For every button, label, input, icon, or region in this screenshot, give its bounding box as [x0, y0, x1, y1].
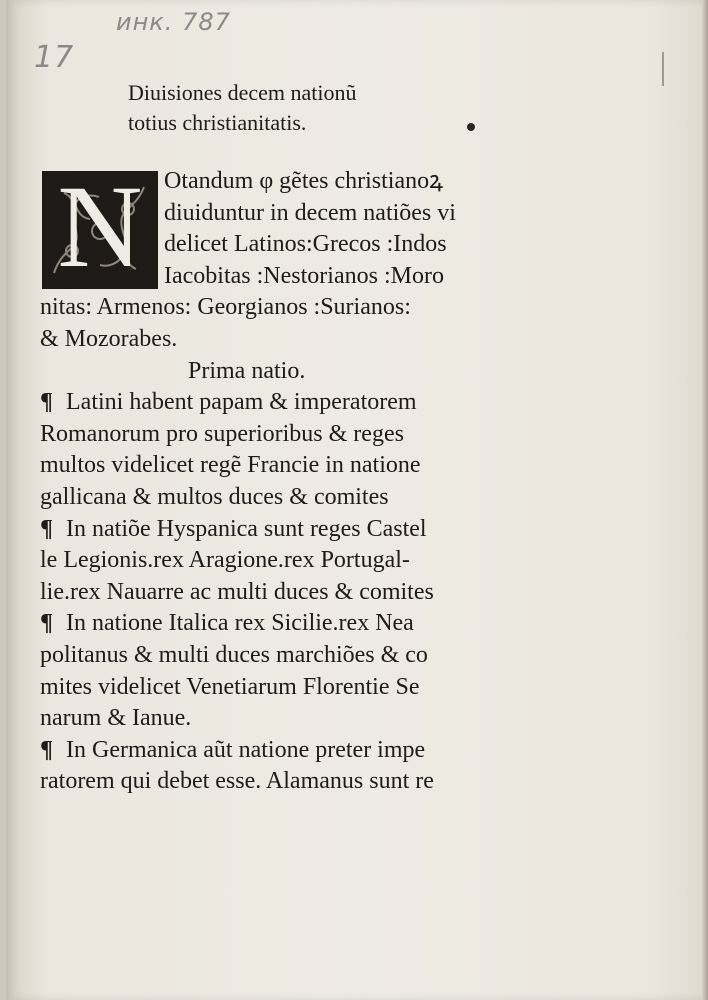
text-line: Romanorum pro superioribus & reges	[40, 420, 404, 447]
shelfmark-annotation: инк. 787	[116, 8, 231, 36]
text-line: lie.rex Nauarre ac multi duces & comites	[40, 578, 434, 605]
chapter-title	[128, 78, 357, 138]
page-edge	[702, 0, 708, 1000]
text-line: le Legionis.rex Aragione.rex Portugal-	[40, 547, 410, 574]
text-line: & Mozorabes.	[40, 325, 178, 352]
text-line	[40, 608, 456, 640]
paragraph-text: In natiõe Hyspanica sunt reges Castel	[66, 515, 427, 542]
paragraph-text: Latini habent papam & imperatorem	[66, 389, 417, 416]
ink-dot	[467, 123, 475, 131]
folio-number-annotation: 17	[34, 40, 75, 75]
text-line: multos videlicet regẽ Francie in natione	[40, 452, 421, 479]
text-line: delicet Latinos:Grecos :Indos	[164, 231, 447, 258]
paragraph-text: In natione Italica rex Sicilie.rex Nea	[66, 610, 414, 637]
paragraph-mark-icon: ¶	[40, 736, 53, 763]
text-line: politanus & multi duces marchiões & co	[40, 641, 428, 668]
paragraph-text: In Germanica aũt natione preter impe	[66, 736, 426, 763]
section-heading: Prima natio.	[188, 357, 306, 384]
text-line	[40, 514, 456, 546]
text-line: gallicana & multos duces & comites	[40, 483, 389, 510]
text-line: narum & Ianue.	[40, 705, 192, 732]
text-line: Iacobitas :Nestorianos :Moro	[164, 262, 444, 289]
title-line: Diuisiones decem nationũ	[128, 80, 357, 105]
text-line: diuiduntur in decem natiões vi	[164, 199, 456, 226]
text-line: nitas: Armenos: Georgianos :Surianos:	[40, 294, 411, 321]
text-line	[40, 735, 456, 767]
book-page	[6, 0, 708, 1000]
paragraph-mark-icon: ¶	[40, 515, 53, 542]
text-line: Otandum φ gẽtes christianoꝝ	[164, 168, 443, 194]
body-text	[40, 161, 456, 798]
initial-letter: N	[57, 161, 143, 292]
title-line: totius christianitatis.	[128, 110, 307, 135]
text-line	[40, 387, 456, 419]
text-line: mites videlicet Venetiarum Florentie Se	[40, 673, 420, 700]
paragraph-mark-icon: ¶	[40, 610, 53, 637]
paragraph-mark-icon: ¶	[40, 389, 53, 416]
pencil-tick-mark	[662, 52, 664, 86]
text-line: ratorem qui debet esse. Alamanus sunt re	[40, 768, 434, 795]
